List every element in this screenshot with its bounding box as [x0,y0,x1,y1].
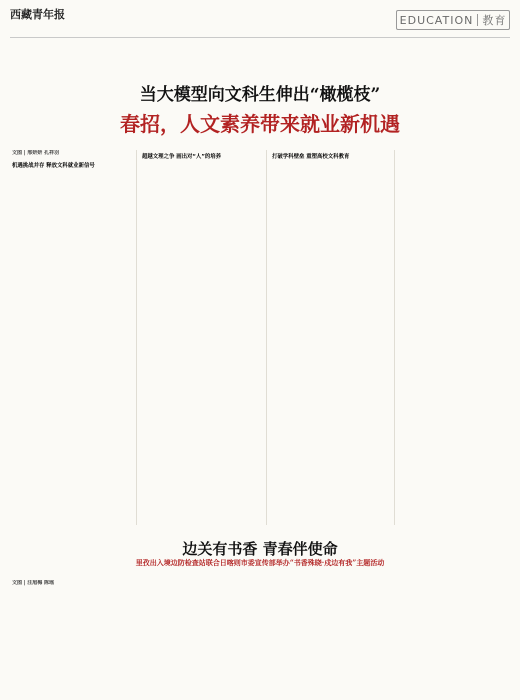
main-title-line-2: 春招，人文素养带来就业新机遇 [120,112,400,136]
bottom-column-3 [272,580,388,692]
main-title-line-1: 当大模型向文科生伸出“橄榄枝” [139,85,381,105]
secondary-subtitle: 里孜出入境边防检查站联合日喀则市委宣传部举办“书香殊晓·戍边有我”主题活动 [135,558,385,567]
column-divider [394,150,395,525]
bottom-column-2 [142,580,260,692]
bottom-byline: 文图 | 汪旭梅 陈瑶 [12,580,55,586]
bottom-column-4 [400,580,508,692]
bottom-column-1 [12,580,130,692]
subheading-3: 打破学科壁垒 重塑高校文科教育 [272,154,350,160]
section-label-cn: 教育 [482,14,507,27]
article-column-4 [400,150,508,530]
article-column-1 [12,150,130,530]
top-rule [10,37,510,38]
article-column-2 [142,150,260,530]
secondary-title: 边关有书香 青春伴使命 [182,540,338,558]
article-column-3 [272,150,388,530]
subheading-2: 超越文理之争 画出对“人”的培养 [142,154,222,160]
column-divider [266,150,267,525]
section-divider [477,14,478,26]
section-label [396,10,510,30]
column-divider [136,150,137,525]
newspaper-logo: 西藏青年报 [10,8,65,21]
masthead [10,6,510,36]
subheading-1: 机遇挑战并存 释放文科就业新信号 [12,163,95,169]
section-label-en: EDUCATION [399,13,474,27]
byline: 文图 | 邢妍妍 孔祥羽 [12,150,60,156]
